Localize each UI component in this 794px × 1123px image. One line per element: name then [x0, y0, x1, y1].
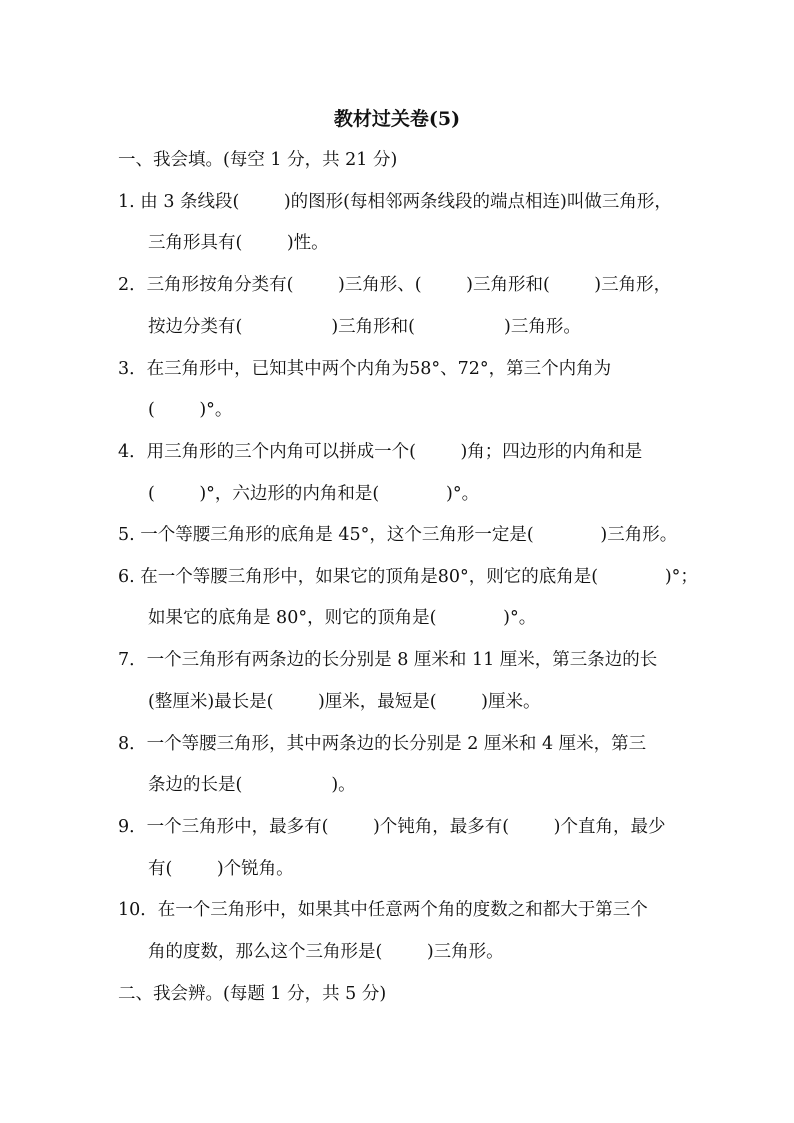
question-9-line-2: 有( )个锐角。	[148, 859, 294, 879]
question-2-line-2: 按边分类有( )三角形和( )三角形。	[148, 317, 581, 337]
question-8-line-1: 8．一个等腰三角形，其中两条边的长分别是 2 厘米和 4 厘米，第三	[118, 734, 647, 754]
question-6-line-1: 6. 在一个等腰三角形中，如果它的顶角是80°，则它的底角是( )°；	[118, 567, 698, 587]
question-10-line-1: 10．在一个三角形中，如果其中任意两个角的度数之和都大于第三个	[118, 900, 648, 920]
question-2-line-1: 2．三角形按角分类有( )三角形、( )三角形和( )三角形，	[118, 275, 672, 295]
question-1-line-2: 三角形具有( )性。	[148, 233, 329, 253]
section-heading-fill: 一、我会填。(每空 1 分，共 21 分)	[118, 150, 398, 170]
question-8-line-2: 条边的长是( )。	[148, 775, 356, 795]
section-heading-judge: 二、我会辨。(每题 1 分，共 5 分)	[118, 984, 387, 1004]
question-1-line-1: 1. 由 3 条线段( )的图形(每相邻两条线段的端点相连)叫做三角形，	[118, 192, 672, 212]
question-7-line-1: 7．一个三角形有两条边的长分别是 8 厘米和 11 厘米，第三条边的长	[118, 650, 658, 670]
question-10-line-2: 角的度数，那么这个三角形是( )三角形。	[148, 942, 504, 962]
question-5-line-1: 5. 一个等腰三角形的底角是 45°，这个三角形一定是( )三角形。	[118, 525, 678, 545]
question-3-line-1: 3．在三角形中，已知其中两个内角为58°、72°，第三个内角为	[118, 359, 612, 379]
question-4-line-1: 4．用三角形的三个内角可以拼成一个( )角；四边形的内角和是	[118, 442, 643, 462]
question-7-line-2: (整厘米)最长是( )厘米，最短是( )厘米。	[148, 692, 541, 712]
page-title: 教材过关卷(5)	[333, 108, 461, 130]
question-4-line-2: ( )°，六边形的内角和是( )°。	[148, 484, 480, 504]
question-6-line-2: 如果它的底角是 80°，则它的顶角是( )°。	[148, 608, 537, 628]
question-9-line-1: 9．一个三角形中，最多有( )个钝角，最多有( )个直角，最少	[118, 817, 666, 837]
question-3-line-2: ( )°。	[148, 400, 233, 420]
